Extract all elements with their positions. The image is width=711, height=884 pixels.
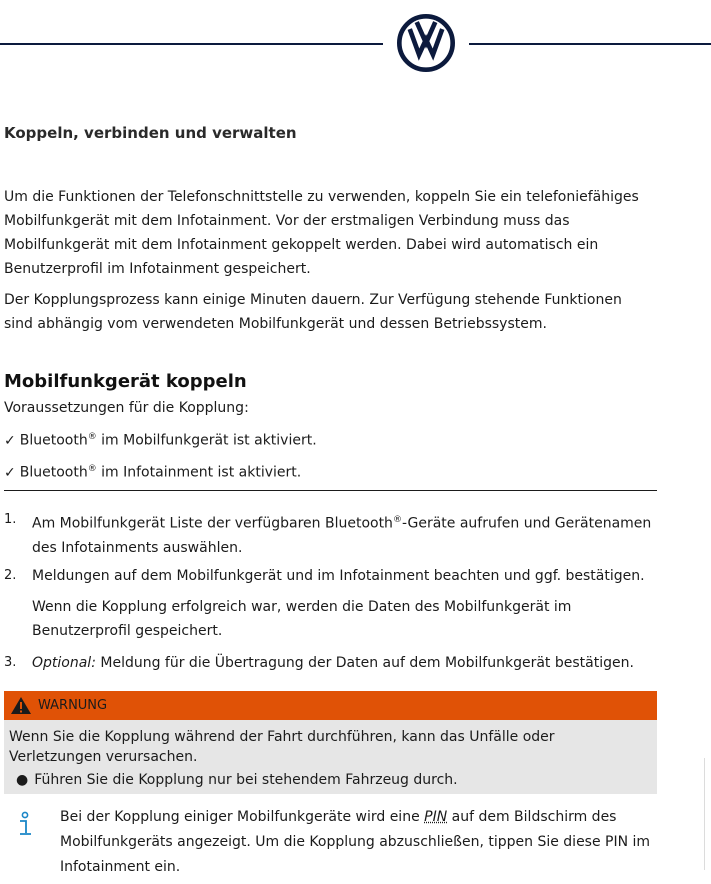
section-title: Koppeln, verbinden und verwalten xyxy=(4,124,297,142)
step-item xyxy=(4,564,654,588)
info-icon xyxy=(16,811,34,837)
step-result xyxy=(4,595,654,643)
warning-triangle-icon xyxy=(10,696,32,715)
warning-text: Wenn Sie die Kopplung während der Fahrt durchführen, kann das Unfälle oder Verletzungen verursachen. xyxy=(9,729,555,765)
step-item xyxy=(4,651,654,675)
step-text: Optional: Meldung für die Übertragung der Daten auf dem Mobilfunkgerät bestätigen. xyxy=(32,655,634,671)
checkmark-icon: ✓ xyxy=(4,432,16,449)
info-text: Bei der Kopplung einiger Mobilfunkgeräte wird eine PIN auf dem Bildschirm des Mobilfunkgeräts angezeigt. Um die Kopplung abzuschließen, tippen Sie diese PIN im Infotainment ein. xyxy=(60,809,651,875)
prereq-label: Voraussetzungen für die Kopplung: xyxy=(4,400,249,416)
warning-body xyxy=(4,720,657,794)
step-result-text: Wenn die Kopplung erfolgreich war, werden die Daten des Mobilfunkgerät im Benutzerprofil gespeichert. xyxy=(32,599,572,639)
divider xyxy=(4,490,657,491)
step-number: 1. xyxy=(4,512,17,527)
step-text: Am Mobilfunkgerät Liste der verfügbaren Bluetooth®-Geräte aufrufen und Gerätenamen des Infotainments auswählen. xyxy=(32,515,652,556)
subheading: Mobilfunkgerät koppeln xyxy=(4,371,247,392)
header-rule-right xyxy=(469,43,711,45)
warning-bullet: ● Führen Sie die Kopplung nur bei stehendem Fahrzeug durch. xyxy=(16,772,458,788)
optional-label: Optional: xyxy=(32,655,96,671)
pin-term: PIN xyxy=(424,809,448,825)
intro-paragraph: Um die Funktionen der Telefonschnittstelle zu verwenden, koppeln Sie ein telefoniefähiges Mobilfunkgerät mit dem Infotainment. Vor der erstmaligen Verbindung muss das Mobilfunkgerät mit dem Infotainment gekoppelt werden. Dabei wird automatisch ein Benutzerprofil im Infotainment gespeichert. xyxy=(4,189,639,277)
vw-logo xyxy=(397,14,455,72)
checkmark-icon: ✓ xyxy=(4,464,16,481)
step-number: 2. xyxy=(4,568,17,583)
header-rule-left xyxy=(0,43,383,45)
step-item xyxy=(4,508,654,560)
prereq-item: ✓ Bluetooth® im Infotainment ist aktiviert. xyxy=(4,464,302,481)
prereq-item: ✓ Bluetooth® im Mobilfunkgerät ist aktiviert. xyxy=(4,432,317,449)
step-number: 3. xyxy=(4,655,17,670)
bullet-icon: ● xyxy=(16,772,29,788)
step-text: Meldungen auf dem Mobilfunkgerät und im Infotainment beachten und ggf. bestätigen. xyxy=(32,568,645,584)
page-edge xyxy=(704,758,705,870)
warning-label: WARNUNG xyxy=(38,698,108,713)
warning-header xyxy=(4,691,657,720)
page-header xyxy=(0,0,711,90)
duration-paragraph: Der Kopplungsprozess kann einige Minuten dauern. Zur Verfügung stehende Funktionen sind abhängig vom verwendeten Mobilfunkgerät und dessen Betriebssystem. xyxy=(4,292,622,332)
